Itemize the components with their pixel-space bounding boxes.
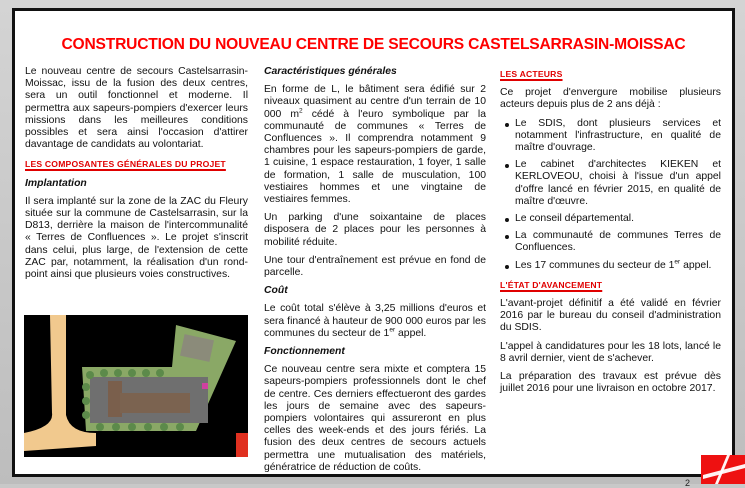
section-heading-acteurs: LES ACTEURS [500, 69, 563, 79]
etat-paragraph-2: L'appel à candidatures pour les 18 lots, lancé le 8 avril dernier, vient de s'achever. [500, 340, 721, 364]
site-plan-illustration [24, 315, 248, 457]
document-page [12, 8, 735, 477]
superscript: 2 [299, 107, 303, 115]
list-item: La communauté de communes Terres de Confluences. [515, 230, 721, 254]
superscript: er [389, 326, 396, 334]
sdis-logo-icon [701, 455, 745, 484]
list-item: Le cabinet d'architectes KIEKEN et KERLOVEOU, choisi à l'issue d'un appel d'offre lancé en février 2015, en qualité de maître d'œuvre. [515, 159, 721, 207]
list-item-text: Les 17 communes du secteur de 1 [515, 259, 675, 271]
subheading-caracteristiques: Caractéristiques générales [264, 66, 397, 77]
section-heading-etat: L'ÉTAT D'AVANCEMENT [500, 279, 603, 290]
page-title: CONSTRUCTION DU NOUVEAU CENTRE DE SECOURS CASTELSARRASIN-MOISSAC [61, 36, 686, 53]
tour-paragraph: Une tour d'entraînement est prévue en fond de parcelle. [264, 254, 486, 279]
superscript: er [674, 258, 681, 266]
cout-text-part2: appel. [395, 327, 427, 339]
page-number: 2 [685, 478, 691, 488]
column-middle [264, 66, 486, 480]
acteurs-intro: Ce projet d'envergure mobilise plusieurs acteurs depuis plus de 2 ans déjà : [500, 87, 721, 111]
list-item: Le SDIS, dont plusieurs services et notamment l'infrastructure, en qualité de maître d'ouvrage. [515, 117, 721, 154]
parking-paragraph: Un parking d'une soixantaine de places disposera de 2 places pour les personnes à mobilité réduite. [264, 212, 486, 248]
cout-text-part1: Le coût total s'élève à 3,25 millions d'euros et sera financé à hauteur de 900 000 euros par les communes du secteur de 1 [264, 303, 486, 339]
cout-paragraph [264, 303, 486, 340]
column-left [25, 66, 248, 287]
acteurs-list [500, 118, 721, 272]
list-item: Le conseil départemental. [515, 213, 721, 225]
subheading-fonctionnement: Fonctionnement [264, 346, 345, 358]
site-plan-image [24, 315, 248, 457]
etat-paragraph-1: L'avant-projet définitif a été validé en février 2016 par le bureau du conseil d'administration du SDIS. [500, 298, 721, 334]
list-item [515, 260, 721, 272]
column-right [500, 66, 721, 401]
etat-paragraph-3: La préparation des travaux est prévue dès juillet 2016 pour une livraison en octobre 2017. [500, 371, 721, 395]
fonctionnement-paragraph: Ce nouveau centre sera mixte et comptera 15 sapeurs-pompiers professionnels dont le chef de centre. Ces derniers effectueront des gardes les jours de semaine avec des sapeurs-pompiers volontaires qui assureront en plus celles des week-ends et des jours fériés. La fusion des deux centres de secours actuels permettra une mutualisation des matériels, génératrice de réduction de coûts. [264, 364, 486, 473]
list-item-text: appel. [680, 259, 712, 271]
intro-paragraph: Le nouveau centre de secours Castelsarrasin-Moissac, issu de la fusion des deux centres, sera un outil fonctionnel et moderne. Il permettra aux sapeurs-pompiers d'exercer leurs missions dans les meilleures conditions possibles et sera ainsi l'occasion d'attirer davantage de candidats au volontariat. [25, 66, 248, 151]
carac-text-part1: En forme de L, le bâtiment sera édifié sur 2 niveaux quasiment au centre d'un terrain de 10 000 m [264, 84, 486, 120]
subheading-implantation: Implantation [25, 177, 87, 189]
carac-text-part2: cédé à l'euro symbolique par la communauté de communes « Terres de Confluences ». Il comprendra notamment 9 chambres pour les sapeurs-pompiers de garde, 1 cuisine, 1 espace restauration, 1 foyer, 1 salle de formation, 1 salle de musculation, 100 vestiaires hommes et une vingtaine de vestiaires femmes. [264, 108, 486, 206]
subheading-cout: Coût [264, 285, 288, 297]
implantation-paragraph: Il sera implanté sur la zone de la ZAC du Fleury située sur la commune de Castelsarrasin, sur la D813, derrière la maison de l'intercommunalité « Terres de Confluences ». Le projet s'inscrit dans celui, plus large, de l'extension de cette ZAC par, notamment, la réalisation d'un rond-point ainsi que plusieurs voies constructives. [25, 195, 248, 281]
section-heading-composantes: LES COMPOSANTES GÉNÉRALES DU PROJET [25, 159, 226, 170]
caracteristiques-paragraph [264, 84, 486, 206]
